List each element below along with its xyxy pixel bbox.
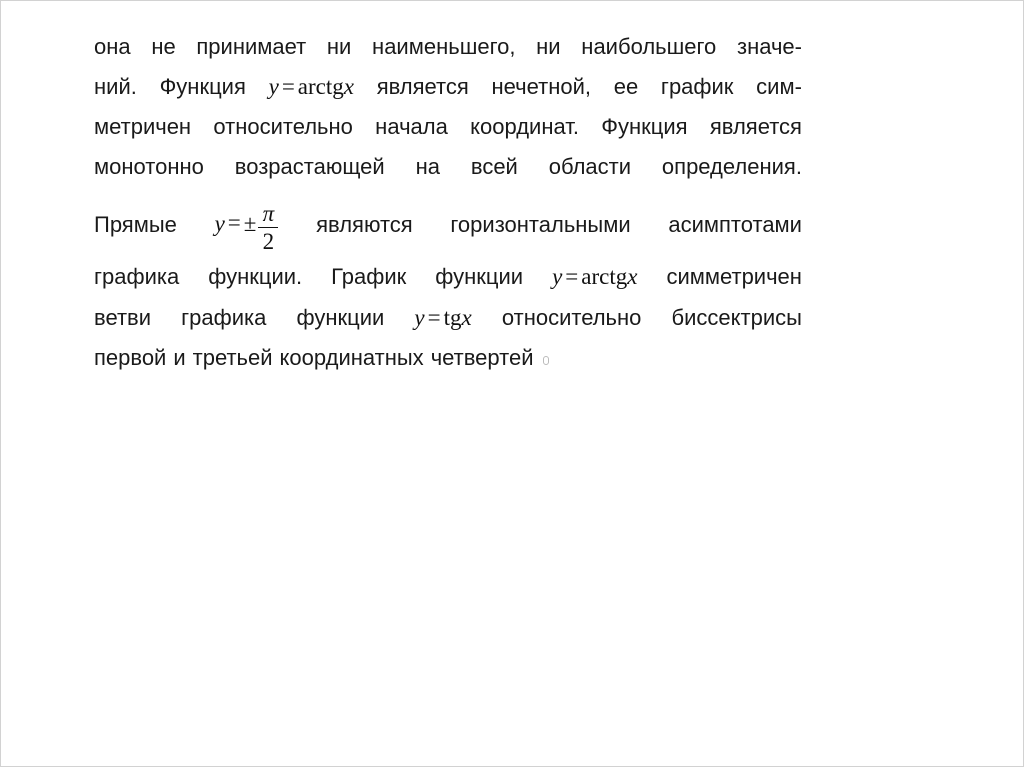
word: асимптотами	[668, 212, 802, 237]
formula-variable-y: y	[414, 305, 425, 330]
word: функции	[435, 264, 524, 289]
word: графика	[181, 305, 267, 330]
formula-variable-y: y	[214, 210, 225, 236]
word: и	[173, 345, 186, 370]
formula-asymptotes	[214, 200, 279, 254]
text-line-2	[94, 74, 802, 104]
truncated-formula-mark	[543, 356, 549, 365]
text-line-4	[94, 154, 802, 184]
text-line-3	[94, 114, 802, 144]
word: возрастающей	[234, 154, 385, 179]
word: ветви	[94, 305, 151, 330]
word: третьей	[192, 345, 273, 370]
formula-function: tg	[443, 305, 462, 330]
fraction-denominator: 2	[262, 228, 275, 254]
text-line-7	[94, 305, 802, 335]
formula-equals: =	[281, 74, 295, 99]
formula-equals: =	[427, 305, 441, 330]
formula-function: arctg	[297, 74, 344, 99]
fraction-numerator-pi: π	[262, 200, 275, 226]
formula-arctg	[269, 74, 354, 100]
word: наименьшего,	[372, 34, 516, 59]
formula-tg	[414, 305, 471, 331]
formula-equals: =	[227, 210, 241, 236]
word: является	[709, 114, 802, 139]
word: Функция	[159, 74, 246, 99]
word: является	[376, 74, 469, 99]
word: относительно	[501, 305, 642, 330]
word: функции.	[208, 264, 303, 289]
formula-equals: =	[565, 264, 579, 289]
word: метричен	[94, 114, 192, 139]
formula-variable-y: y	[552, 264, 563, 289]
word: на	[415, 154, 440, 179]
word: ни	[536, 34, 561, 59]
text-line-8	[94, 345, 802, 375]
word: монотонно	[94, 154, 204, 179]
word: График	[331, 264, 407, 289]
word: всей	[470, 154, 518, 179]
formula-variable-x: x	[343, 74, 354, 99]
word: она	[94, 34, 131, 59]
formula-arctg	[552, 264, 637, 290]
word: ни	[326, 34, 352, 59]
formula-variable-y: y	[268, 74, 279, 99]
text-line-6	[94, 264, 802, 294]
word: первой	[94, 345, 167, 370]
formula-plus-minus: ±	[243, 210, 257, 236]
word: четвертей	[430, 345, 534, 370]
word: координат.	[470, 114, 579, 139]
word: график	[660, 74, 734, 99]
word: графика	[94, 264, 180, 289]
word: относительно	[213, 114, 353, 139]
word: ее	[613, 74, 639, 99]
word: Функция	[601, 114, 688, 139]
text-line-5	[94, 200, 802, 254]
formula-variable-x: x	[461, 305, 472, 330]
word: ний.	[94, 74, 137, 99]
word: горизонтальными	[450, 212, 631, 237]
word: области	[548, 154, 632, 179]
word: определения.	[661, 154, 802, 179]
word: координатных	[279, 345, 424, 370]
word: начала	[375, 114, 448, 139]
word: нечетной,	[491, 74, 591, 99]
text-line-1	[94, 34, 802, 64]
word: сим-	[756, 74, 802, 99]
word: биссектрисы	[671, 305, 802, 330]
formula-function: arctg	[581, 264, 628, 289]
word: Прямые	[94, 212, 177, 237]
word: не	[151, 34, 176, 59]
word: являются	[316, 212, 413, 237]
word: принимает	[196, 34, 307, 59]
word: функции	[296, 305, 385, 330]
formula-variable-x: x	[627, 264, 638, 289]
word: наибольшего	[581, 34, 717, 59]
word: симметричен	[666, 264, 802, 289]
word: значе-	[736, 34, 802, 59]
formula-fraction	[258, 202, 278, 253]
